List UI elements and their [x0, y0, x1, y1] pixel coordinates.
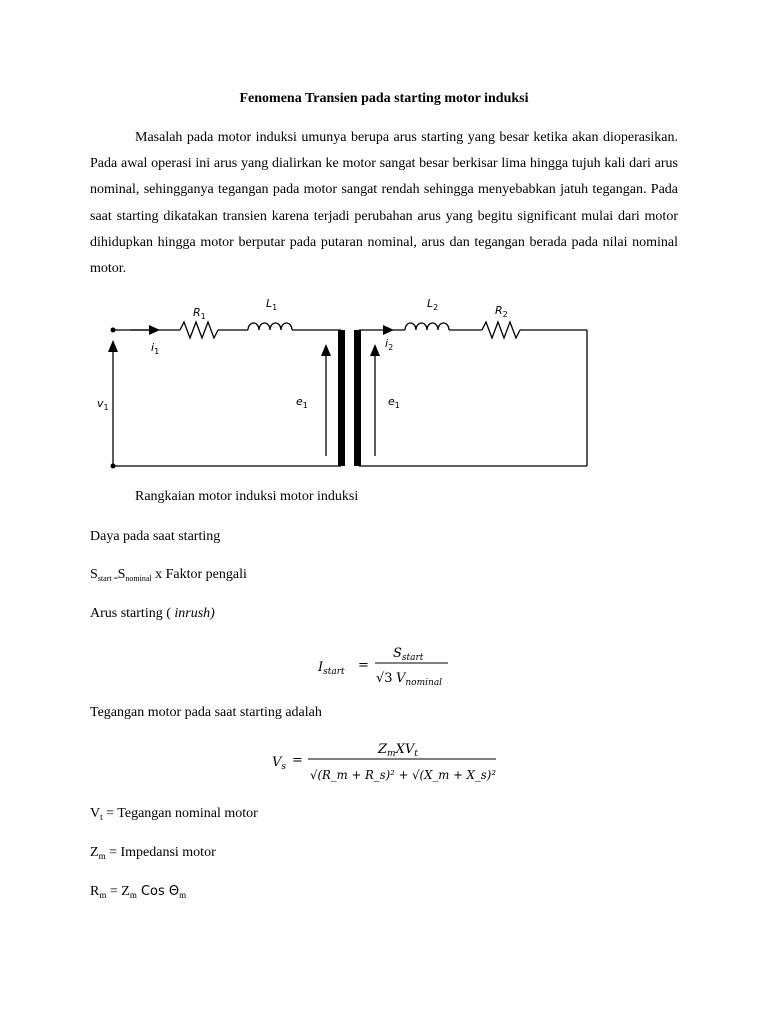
diagram-caption: Rangkaian motor induksi motor induksi [135, 489, 359, 504]
sstart-rest: x Faktor pengali [151, 567, 247, 582]
svg-text:Vnominal: $V_{nominal}$ [396, 671, 443, 688]
svg-text:ZmXVt: $Z_mXV_t$ [378, 742, 418, 759]
svg-text:=: = [292, 753, 303, 768]
arrow-e1-left [321, 344, 331, 356]
svg-text:Istart: $I_{start}$ [318, 660, 345, 677]
arrow-i2 [383, 325, 394, 335]
terminal-bottom [111, 464, 116, 469]
arus-heading-text: Arus starting ( [90, 606, 171, 621]
terminal-top [111, 328, 116, 333]
arrow-e1-right [370, 344, 380, 356]
svg-text:Vs: $V_s$ [272, 755, 287, 772]
label-r1: $R_1$ [193, 306, 206, 321]
resistor-r2 [482, 322, 520, 338]
arus-heading-italic: inrush) [170, 606, 215, 621]
label-l1: $L_1$ [266, 297, 278, 312]
label-e1-right: $e_1$ [388, 395, 400, 410]
sstart-s1: S [90, 567, 98, 582]
daya-heading: Daya pada saat starting [90, 529, 221, 544]
def-rm: $R_m = Z_m$ Cos $\Theta_m$ [90, 884, 187, 900]
label-i2: $i_2$ [385, 337, 394, 352]
sstart-s2: S [117, 567, 126, 582]
label-v1: $v_1$ [97, 397, 109, 412]
primary-circuit-wires [113, 322, 587, 466]
sstart-s1-sub: start = [97, 574, 119, 583]
transformer-core-right [354, 330, 361, 466]
inductor-l1 [248, 323, 292, 330]
tegangan-heading: Tegangan motor pada saat starting adalah [90, 705, 322, 720]
transformer-core-left [338, 330, 345, 466]
resistor-r1 [180, 322, 218, 338]
label-i1: $i_1$ [151, 341, 160, 356]
document-title: Fenomena Transien pada starting motor induksi [239, 91, 529, 106]
circuit-diagram [0, 0, 768, 480]
inductor-l2 [405, 323, 449, 330]
svg-text:Sstart: $S_{start}$ [393, 646, 424, 663]
label-r2: $R_2$ [495, 304, 508, 319]
svg-text:√3: √3 [376, 671, 393, 686]
arus-heading [90, 606, 215, 622]
equation-vs [268, 736, 508, 792]
label-e1-left: $e_1$ [296, 395, 308, 410]
arrow-v1 [108, 340, 118, 352]
sstart-line [90, 567, 247, 583]
intro-paragraph: Masalah pada motor induksi umunya berupa arus starting yang besar ketika akan dioperasikan. Pada awal operasi ini arus yang dialirkan ke motor sangat besar berkisar lima hingga tujuh kali dari arus nominal, sehingganya tegangan pada motor sangat rendah sehingga menyebabkan jatuh tegangan. Pada saat starting dikatakan transien karena terjadi perubahan arus yang begitu significant mulai dari motor dihidupkan hingga motor berputar pada putaran nominal, arus dan tegangan berada pada nilai nominal motor. [90, 130, 678, 277]
def-zm: $Z_m$ = Impedansi motor [90, 845, 216, 861]
sstart-s2-sub: nominal [125, 574, 152, 583]
svg-text:√(R_m + R_s)² + √(X_m + X_s)²: √(R_m + R_s)² + √(X_m + X_s)² [310, 768, 497, 782]
label-l2: $L_2$ [427, 297, 439, 312]
def-vt: $V_t$ = Tegangan nominal motor [90, 806, 258, 822]
equation-istart [300, 638, 470, 694]
svg-text:=: = [358, 658, 369, 673]
arrow-i1 [149, 325, 160, 335]
